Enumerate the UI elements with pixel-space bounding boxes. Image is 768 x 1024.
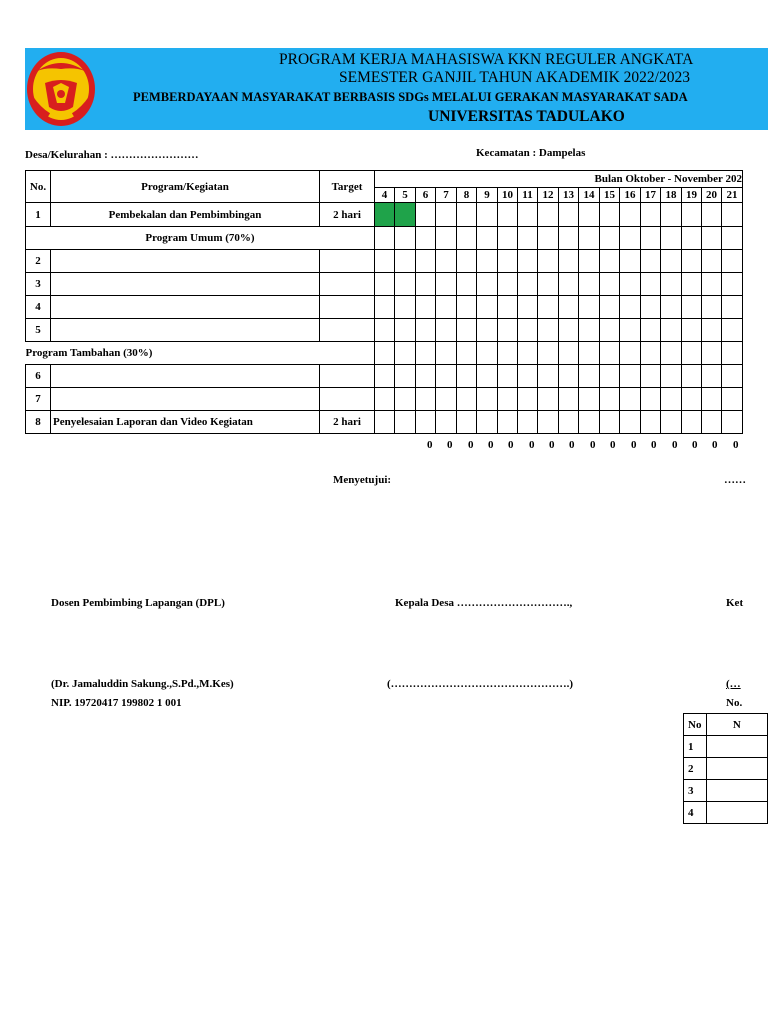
- schedule-cell[interactable]: [436, 365, 457, 388]
- header-no: No.: [26, 171, 51, 203]
- schedule-cell[interactable]: [702, 250, 722, 273]
- table-row: [26, 319, 743, 342]
- schedule-cell[interactable]: [436, 203, 457, 227]
- schedule-cell[interactable]: [600, 250, 620, 273]
- ket-title: Ket: [726, 597, 744, 609]
- member-no: 4: [684, 802, 707, 824]
- schedule-cell[interactable]: [722, 273, 743, 296]
- cell-target[interactable]: [320, 296, 375, 319]
- schedule-cell[interactable]: [641, 227, 661, 250]
- schedule-cell[interactable]: [436, 250, 457, 273]
- schedule-cell[interactable]: [457, 296, 477, 319]
- schedule-cell[interactable]: [620, 365, 641, 388]
- schedule-cell[interactable]: [682, 411, 702, 434]
- schedule-cell[interactable]: [395, 296, 416, 319]
- schedule-cell[interactable]: [579, 319, 600, 342]
- cell-target[interactable]: [320, 365, 375, 388]
- schedule-cell[interactable]: [579, 365, 600, 388]
- schedule-cell[interactable]: [375, 319, 395, 342]
- schedule-cell[interactable]: [702, 273, 722, 296]
- schedule-cell[interactable]: [498, 365, 518, 388]
- schedule-cell[interactable]: [722, 319, 743, 342]
- total-value: 0: [549, 439, 555, 451]
- total-value: 0: [529, 439, 535, 451]
- member-row: [684, 802, 768, 824]
- table-row: [26, 388, 743, 411]
- schedule-cell[interactable]: [375, 273, 395, 296]
- banner-title-1: PROGRAM KERJA MAHASISWA KKN REGULER ANGKATA: [279, 51, 694, 68]
- day-header: 4: [375, 188, 395, 203]
- schedule-cell[interactable]: [395, 203, 416, 227]
- schedule-cell[interactable]: [457, 203, 477, 227]
- cell-no[interactable]: 8: [26, 411, 51, 434]
- program-table: [25, 170, 743, 434]
- menyetujui-label: Menyetujui:: [333, 474, 392, 486]
- kecamatan-label: Kecamatan : Dampelas: [476, 147, 586, 159]
- schedule-cell[interactable]: [457, 319, 477, 342]
- schedule-cell[interactable]: [600, 203, 620, 227]
- schedule-cell[interactable]: [682, 365, 702, 388]
- schedule-cell[interactable]: [375, 203, 395, 227]
- schedule-cell[interactable]: [600, 342, 620, 365]
- schedule-cell[interactable]: [477, 227, 498, 250]
- member-name[interactable]: [706, 780, 767, 802]
- schedule-cell[interactable]: [579, 203, 600, 227]
- total-value: 0: [610, 439, 616, 451]
- cell-target[interactable]: [320, 273, 375, 296]
- schedule-cell[interactable]: [620, 342, 641, 365]
- schedule-cell[interactable]: [416, 250, 436, 273]
- schedule-cell[interactable]: [395, 342, 416, 365]
- schedule-cell[interactable]: [498, 319, 518, 342]
- schedule-cell[interactable]: [722, 342, 743, 365]
- day-header: 18: [661, 188, 682, 203]
- schedule-cell[interactable]: [518, 273, 538, 296]
- table-row: [26, 411, 743, 434]
- schedule-cell[interactable]: [416, 203, 436, 227]
- day-header: 5: [395, 188, 416, 203]
- schedule-cell[interactable]: [661, 203, 682, 227]
- schedule-cell[interactable]: [641, 411, 661, 434]
- schedule-cell[interactable]: [559, 296, 579, 319]
- schedule-cell[interactable]: [416, 388, 436, 411]
- kades-name: (………………………………………….): [387, 678, 574, 690]
- day-header: 13: [559, 188, 579, 203]
- cell-program[interactable]: [51, 388, 320, 411]
- schedule-cell[interactable]: [641, 273, 661, 296]
- schedule-cell[interactable]: [579, 342, 600, 365]
- dpl-title: Dosen Pembimbing Lapangan (DPL): [51, 597, 225, 609]
- schedule-cell[interactable]: [641, 319, 661, 342]
- schedule-cell[interactable]: [579, 411, 600, 434]
- schedule-cell[interactable]: [620, 250, 641, 273]
- cell-no[interactable]: 4: [26, 296, 51, 319]
- table-row: [26, 365, 743, 388]
- schedule-cell[interactable]: [661, 227, 682, 250]
- banner-university: UNIVERSITAS TADULAKO: [428, 108, 625, 125]
- total-value: 0: [569, 439, 575, 451]
- schedule-cell[interactable]: [416, 342, 436, 365]
- schedule-cell[interactable]: [702, 388, 722, 411]
- schedule-cell[interactable]: [559, 227, 579, 250]
- cell-no[interactable]: 6: [26, 365, 51, 388]
- schedule-cell[interactable]: [416, 365, 436, 388]
- schedule-cell[interactable]: [375, 227, 395, 250]
- total-value: 0: [733, 439, 739, 451]
- schedule-cell[interactable]: [538, 342, 559, 365]
- day-header: 19: [682, 188, 702, 203]
- schedule-cell[interactable]: [661, 296, 682, 319]
- schedule-cell[interactable]: [538, 319, 559, 342]
- schedule-cell[interactable]: [702, 319, 722, 342]
- total-value: 0: [488, 439, 494, 451]
- member-table: [683, 713, 768, 824]
- total-value: 0: [712, 439, 718, 451]
- table-row: [26, 250, 743, 273]
- day-header: 17: [641, 188, 661, 203]
- schedule-cell[interactable]: [518, 250, 538, 273]
- day-header: 7: [436, 188, 457, 203]
- schedule-cell[interactable]: [559, 365, 579, 388]
- schedule-cell[interactable]: [682, 250, 702, 273]
- cell-no[interactable]: 2: [26, 250, 51, 273]
- schedule-cell[interactable]: [436, 227, 457, 250]
- member-name[interactable]: [706, 802, 767, 824]
- schedule-cell[interactable]: [416, 319, 436, 342]
- member-name[interactable]: [706, 736, 767, 758]
- schedule-cell[interactable]: [518, 319, 538, 342]
- schedule-cell[interactable]: [518, 411, 538, 434]
- nip: NIP. 19720417 199802 1 001: [51, 697, 182, 709]
- schedule-cell[interactable]: [682, 319, 702, 342]
- schedule-cell[interactable]: [559, 203, 579, 227]
- cell-program[interactable]: Penyelesaian Laporan dan Video Kegiatan: [51, 411, 320, 434]
- university-logo-icon: [25, 49, 97, 129]
- cell-target[interactable]: [320, 319, 375, 342]
- schedule-cell[interactable]: [579, 388, 600, 411]
- member-no: 2: [684, 758, 707, 780]
- schedule-cell[interactable]: [579, 273, 600, 296]
- schedule-cell[interactable]: [457, 411, 477, 434]
- cell-no[interactable]: 3: [26, 273, 51, 296]
- schedule-cell[interactable]: [661, 411, 682, 434]
- member-row: [684, 758, 768, 780]
- table-row: [26, 273, 743, 296]
- total-value: 0: [631, 439, 637, 451]
- schedule-cell[interactable]: [477, 365, 498, 388]
- schedule-cell[interactable]: [579, 227, 600, 250]
- cell-program[interactable]: Pembekalan dan Pembimbingan: [51, 203, 320, 227]
- header-target: Target: [320, 171, 375, 203]
- schedule-cell[interactable]: [600, 227, 620, 250]
- schedule-cell[interactable]: [538, 227, 559, 250]
- schedule-cell[interactable]: [702, 203, 722, 227]
- schedule-cell[interactable]: [722, 388, 743, 411]
- schedule-cell[interactable]: [722, 411, 743, 434]
- cell-no[interactable]: 1: [26, 203, 51, 227]
- total-value: 0: [427, 439, 433, 451]
- schedule-cell[interactable]: [436, 342, 457, 365]
- schedule-cell[interactable]: [395, 273, 416, 296]
- kades-title: Kepala Desa ………………………….,: [395, 597, 573, 609]
- schedule-cell[interactable]: [375, 342, 395, 365]
- schedule-cell[interactable]: [518, 365, 538, 388]
- cell-program[interactable]: [51, 365, 320, 388]
- schedule-cell[interactable]: [477, 250, 498, 273]
- schedule-cell[interactable]: [518, 227, 538, 250]
- schedule-cell[interactable]: [395, 388, 416, 411]
- schedule-cell[interactable]: [661, 273, 682, 296]
- day-header: 6: [416, 188, 436, 203]
- dpl-name: (Dr. Jamaluddin Sakung.,S.Pd.,M.Kes): [51, 678, 234, 690]
- total-value: 0: [468, 439, 474, 451]
- member-name[interactable]: [706, 758, 767, 780]
- schedule-cell[interactable]: [436, 296, 457, 319]
- day-header: 12: [538, 188, 559, 203]
- schedule-cell[interactable]: [702, 296, 722, 319]
- day-header: 10: [498, 188, 518, 203]
- schedule-cell[interactable]: [620, 273, 641, 296]
- schedule-cell[interactable]: [375, 411, 395, 434]
- schedule-cell[interactable]: [559, 411, 579, 434]
- right-name: (…: [726, 678, 741, 690]
- schedule-cell[interactable]: [600, 273, 620, 296]
- schedule-cell[interactable]: [457, 227, 477, 250]
- header-banner: [25, 48, 768, 130]
- desa-label: Desa/Kelurahan : ……………………: [25, 149, 199, 161]
- total-value: 0: [590, 439, 596, 451]
- schedule-cell[interactable]: [722, 250, 743, 273]
- schedule-cell[interactable]: [416, 296, 436, 319]
- member-row: [684, 736, 768, 758]
- schedule-cell[interactable]: [477, 342, 498, 365]
- table-row: [26, 296, 743, 319]
- section-label: Program Umum (70%): [26, 227, 375, 250]
- schedule-cell[interactable]: [498, 342, 518, 365]
- schedule-cell[interactable]: [600, 296, 620, 319]
- schedule-cell[interactable]: [641, 250, 661, 273]
- schedule-cell[interactable]: [375, 365, 395, 388]
- schedule-cell[interactable]: [702, 365, 722, 388]
- schedule-cell[interactable]: [682, 273, 702, 296]
- schedule-cell[interactable]: [682, 388, 702, 411]
- schedule-cell[interactable]: [375, 296, 395, 319]
- schedule-cell[interactable]: [538, 250, 559, 273]
- schedule-cell[interactable]: [722, 296, 743, 319]
- cell-target[interactable]: [320, 250, 375, 273]
- schedule-cell[interactable]: [702, 411, 722, 434]
- schedule-cell[interactable]: [457, 273, 477, 296]
- cell-no[interactable]: 7: [26, 388, 51, 411]
- schedule-cell[interactable]: [722, 203, 743, 227]
- day-header: 8: [457, 188, 477, 203]
- schedule-cell[interactable]: [641, 388, 661, 411]
- schedule-cell[interactable]: [620, 388, 641, 411]
- day-header: 15: [600, 188, 620, 203]
- schedule-cell[interactable]: [559, 388, 579, 411]
- schedule-cell[interactable]: [641, 342, 661, 365]
- schedule-cell[interactable]: [559, 273, 579, 296]
- schedule-cell[interactable]: [620, 319, 641, 342]
- schedule-cell[interactable]: [395, 250, 416, 273]
- schedule-cell[interactable]: [436, 388, 457, 411]
- schedule-cell[interactable]: [395, 227, 416, 250]
- schedule-cell[interactable]: [538, 411, 559, 434]
- right-no: No.: [726, 697, 743, 709]
- schedule-cell[interactable]: [559, 250, 579, 273]
- cell-program[interactable]: [51, 273, 320, 296]
- day-header: 11: [518, 188, 538, 203]
- schedule-cell[interactable]: [498, 203, 518, 227]
- schedule-cell[interactable]: [702, 227, 722, 250]
- schedule-cell[interactable]: [416, 411, 436, 434]
- schedule-cell[interactable]: [661, 365, 682, 388]
- schedule-cell[interactable]: [436, 411, 457, 434]
- cell-target[interactable]: 2 hari: [320, 203, 375, 227]
- total-value: 0: [508, 439, 514, 451]
- schedule-cell[interactable]: [682, 296, 702, 319]
- schedule-cell[interactable]: [702, 342, 722, 365]
- section-row: [26, 227, 743, 250]
- schedule-cell[interactable]: [620, 296, 641, 319]
- schedule-cell[interactable]: [375, 388, 395, 411]
- schedule-cell[interactable]: [661, 342, 682, 365]
- schedule-cell[interactable]: [538, 273, 559, 296]
- schedule-cell[interactable]: [416, 227, 436, 250]
- schedule-cell[interactable]: [395, 365, 416, 388]
- schedule-cell[interactable]: [682, 227, 702, 250]
- member-no: 3: [684, 780, 707, 802]
- schedule-cell[interactable]: [641, 203, 661, 227]
- day-header: 21: [722, 188, 743, 203]
- cell-program[interactable]: [51, 296, 320, 319]
- member-header-name: N: [706, 714, 767, 736]
- schedule-cell[interactable]: [457, 365, 477, 388]
- total-value: 0: [692, 439, 698, 451]
- schedule-cell[interactable]: [600, 319, 620, 342]
- table-row: [26, 203, 743, 227]
- day-header: 16: [620, 188, 641, 203]
- schedule-cell[interactable]: [395, 319, 416, 342]
- schedule-cell[interactable]: [661, 319, 682, 342]
- schedule-cell[interactable]: [498, 296, 518, 319]
- schedule-cell[interactable]: [416, 273, 436, 296]
- header-program: Program/Kegiatan: [51, 171, 320, 203]
- schedule-cell[interactable]: [722, 365, 743, 388]
- schedule-cell[interactable]: [641, 296, 661, 319]
- schedule-cell[interactable]: [498, 227, 518, 250]
- schedule-cell[interactable]: [641, 365, 661, 388]
- schedule-cell[interactable]: [600, 411, 620, 434]
- cell-target[interactable]: [320, 388, 375, 411]
- schedule-cell[interactable]: [559, 342, 579, 365]
- schedule-cell[interactable]: [395, 411, 416, 434]
- schedule-cell[interactable]: [538, 388, 559, 411]
- member-row: [684, 780, 768, 802]
- member-header-no: No: [684, 714, 707, 736]
- schedule-cell[interactable]: [477, 296, 498, 319]
- schedule-cell[interactable]: [518, 388, 538, 411]
- schedule-cell[interactable]: [538, 296, 559, 319]
- total-value: 0: [447, 439, 453, 451]
- schedule-cell[interactable]: [477, 319, 498, 342]
- schedule-cell[interactable]: [477, 203, 498, 227]
- total-value: 0: [651, 439, 657, 451]
- schedule-cell[interactable]: [600, 365, 620, 388]
- header-bulan: Bulan Oktober - November 202: [375, 171, 743, 188]
- schedule-cell[interactable]: [722, 227, 743, 250]
- schedule-cell[interactable]: [477, 411, 498, 434]
- cell-program[interactable]: [51, 250, 320, 273]
- schedule-cell[interactable]: [477, 273, 498, 296]
- schedule-cell[interactable]: [682, 203, 702, 227]
- schedule-cell[interactable]: [477, 388, 498, 411]
- schedule-cell[interactable]: [620, 203, 641, 227]
- schedule-cell[interactable]: [661, 388, 682, 411]
- schedule-cell[interactable]: [518, 342, 538, 365]
- schedule-cell[interactable]: [457, 250, 477, 273]
- schedule-cell[interactable]: [498, 250, 518, 273]
- schedule-cell[interactable]: [579, 250, 600, 273]
- schedule-cell[interactable]: [457, 388, 477, 411]
- schedule-cell[interactable]: [538, 365, 559, 388]
- cell-program[interactable]: [51, 319, 320, 342]
- schedule-cell[interactable]: [436, 319, 457, 342]
- section-row: [26, 342, 743, 365]
- schedule-cell[interactable]: [518, 203, 538, 227]
- schedule-cell[interactable]: [559, 319, 579, 342]
- schedule-cell[interactable]: [518, 296, 538, 319]
- schedule-cell[interactable]: [498, 273, 518, 296]
- banner-title-2: SEMESTER GANJIL TAHUN AKADEMIK 2022/2023: [339, 69, 690, 86]
- schedule-cell[interactable]: [620, 227, 641, 250]
- day-header: 9: [477, 188, 498, 203]
- schedule-cell[interactable]: [682, 342, 702, 365]
- cell-no[interactable]: 5: [26, 319, 51, 342]
- total-value: 0: [672, 439, 678, 451]
- schedule-cell[interactable]: [457, 342, 477, 365]
- schedule-cell[interactable]: [498, 411, 518, 434]
- schedule-cell[interactable]: [375, 250, 395, 273]
- schedule-cell[interactable]: [579, 296, 600, 319]
- right-dots: ……: [724, 474, 746, 486]
- day-header: 20: [702, 188, 722, 203]
- section-label: Program Tambahan (30%): [26, 342, 375, 365]
- cell-target[interactable]: 2 hari: [320, 411, 375, 434]
- schedule-cell[interactable]: [661, 250, 682, 273]
- banner-subtitle: PEMBERDAYAAN MASYARAKAT BERBASIS SDGs MELALUI GERAKAN MASYARAKAT SADA: [133, 90, 688, 104]
- schedule-cell[interactable]: [538, 203, 559, 227]
- schedule-cell[interactable]: [620, 411, 641, 434]
- schedule-cell[interactable]: [498, 388, 518, 411]
- day-header: 14: [579, 188, 600, 203]
- member-no: 1: [684, 736, 707, 758]
- schedule-cell[interactable]: [600, 388, 620, 411]
- schedule-cell[interactable]: [436, 273, 457, 296]
